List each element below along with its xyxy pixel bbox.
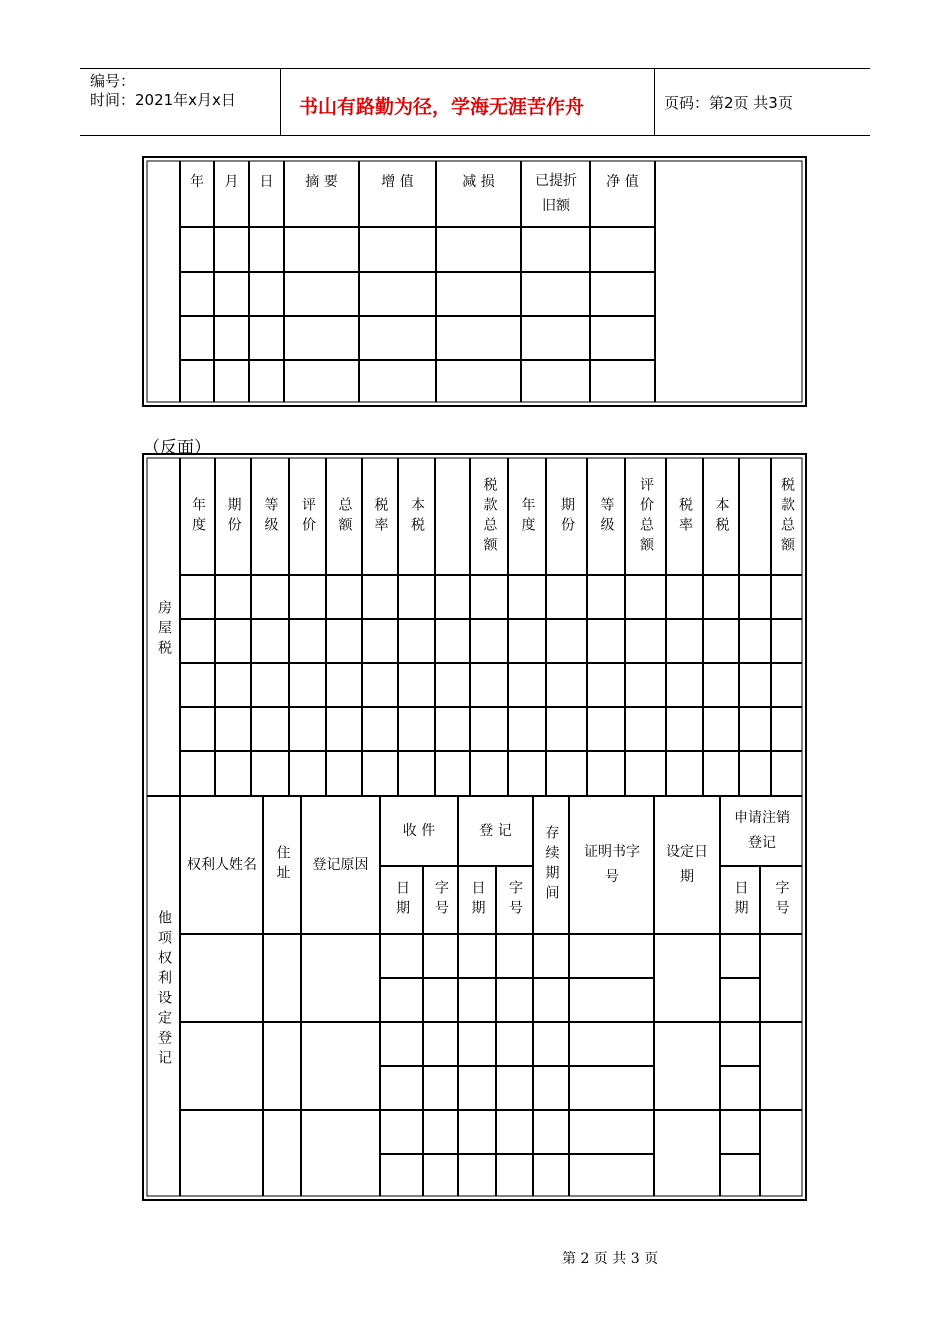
header-decrease: 减 损	[462, 173, 495, 190]
header-tax-rate-2: 税率	[677, 496, 693, 537]
header-tax-year: 年度	[190, 496, 206, 537]
other-rights-label: 他项权利设定登记	[156, 910, 172, 1070]
header-tax-grade: 等级	[262, 496, 279, 537]
header-day: 日	[259, 173, 274, 190]
header-tax-assessed-total: 评价总额	[638, 476, 654, 557]
header-increase: 增 值	[381, 173, 414, 190]
header-month: 月	[224, 173, 239, 190]
header-registration: 登 记	[479, 822, 512, 839]
header-cancel-date: 日期	[732, 880, 749, 920]
header-tax-amount-total-2: 税款总额	[779, 476, 795, 557]
page-code-label: 页码：第2页 共3页	[664, 94, 793, 112]
header-tax-base-2: 本税	[713, 496, 730, 537]
header-cancel-number: 字号	[773, 880, 790, 920]
header-depreciation: 已提折旧额	[535, 173, 577, 214]
header-holder-name: 权利人姓名	[187, 856, 257, 873]
header-summary: 摘 要	[305, 173, 338, 190]
header-certificate-number: 证明书字号	[584, 844, 640, 885]
header-receipt: 收 件	[402, 822, 436, 839]
header-address: 住址	[274, 845, 291, 885]
header-registration-number: 字号	[507, 880, 523, 920]
back-side-label: （反面）	[143, 438, 211, 458]
header-tax-rate: 税率	[372, 496, 389, 537]
header-tax-amount-total: 税款总额	[481, 476, 498, 557]
header-receipt-date: 日期	[394, 880, 410, 920]
page-footer: 第 2 页 共 3 页	[562, 1251, 659, 1267]
header-tax-period: 期份	[225, 496, 242, 537]
header-year: 年	[190, 173, 204, 190]
header-tax-grade-2: 等级	[598, 496, 615, 537]
header-receipt-number: 字号	[433, 880, 449, 920]
header-net-value: 净 值	[606, 173, 639, 190]
header-tax-year-2: 年度	[519, 496, 536, 537]
header-tax-blank-2	[739, 462, 771, 571]
house-tax-label: 房屋税	[156, 600, 172, 660]
header-set-date: 设定日期	[666, 844, 708, 885]
header-duration: 存续期间	[543, 825, 560, 905]
header-tax-period-2: 期份	[559, 496, 575, 537]
document-number-label: 编号：	[90, 72, 136, 90]
header-registration-reason: 登记原因	[312, 856, 369, 873]
header-cancel-registration: 申请注销登记	[734, 810, 790, 851]
header-tax-assessment: 评价	[300, 496, 316, 537]
header-tax-base: 本税	[409, 496, 425, 537]
header-motto: 书山有路勤为径，学海无涯苦作舟	[299, 96, 585, 118]
header-registration-date: 日期	[469, 880, 486, 920]
header-tax-total: 总额	[336, 496, 353, 537]
document-time-label: 时间：2021年x月x日	[90, 91, 236, 109]
header-tax-blank-1	[435, 462, 470, 571]
